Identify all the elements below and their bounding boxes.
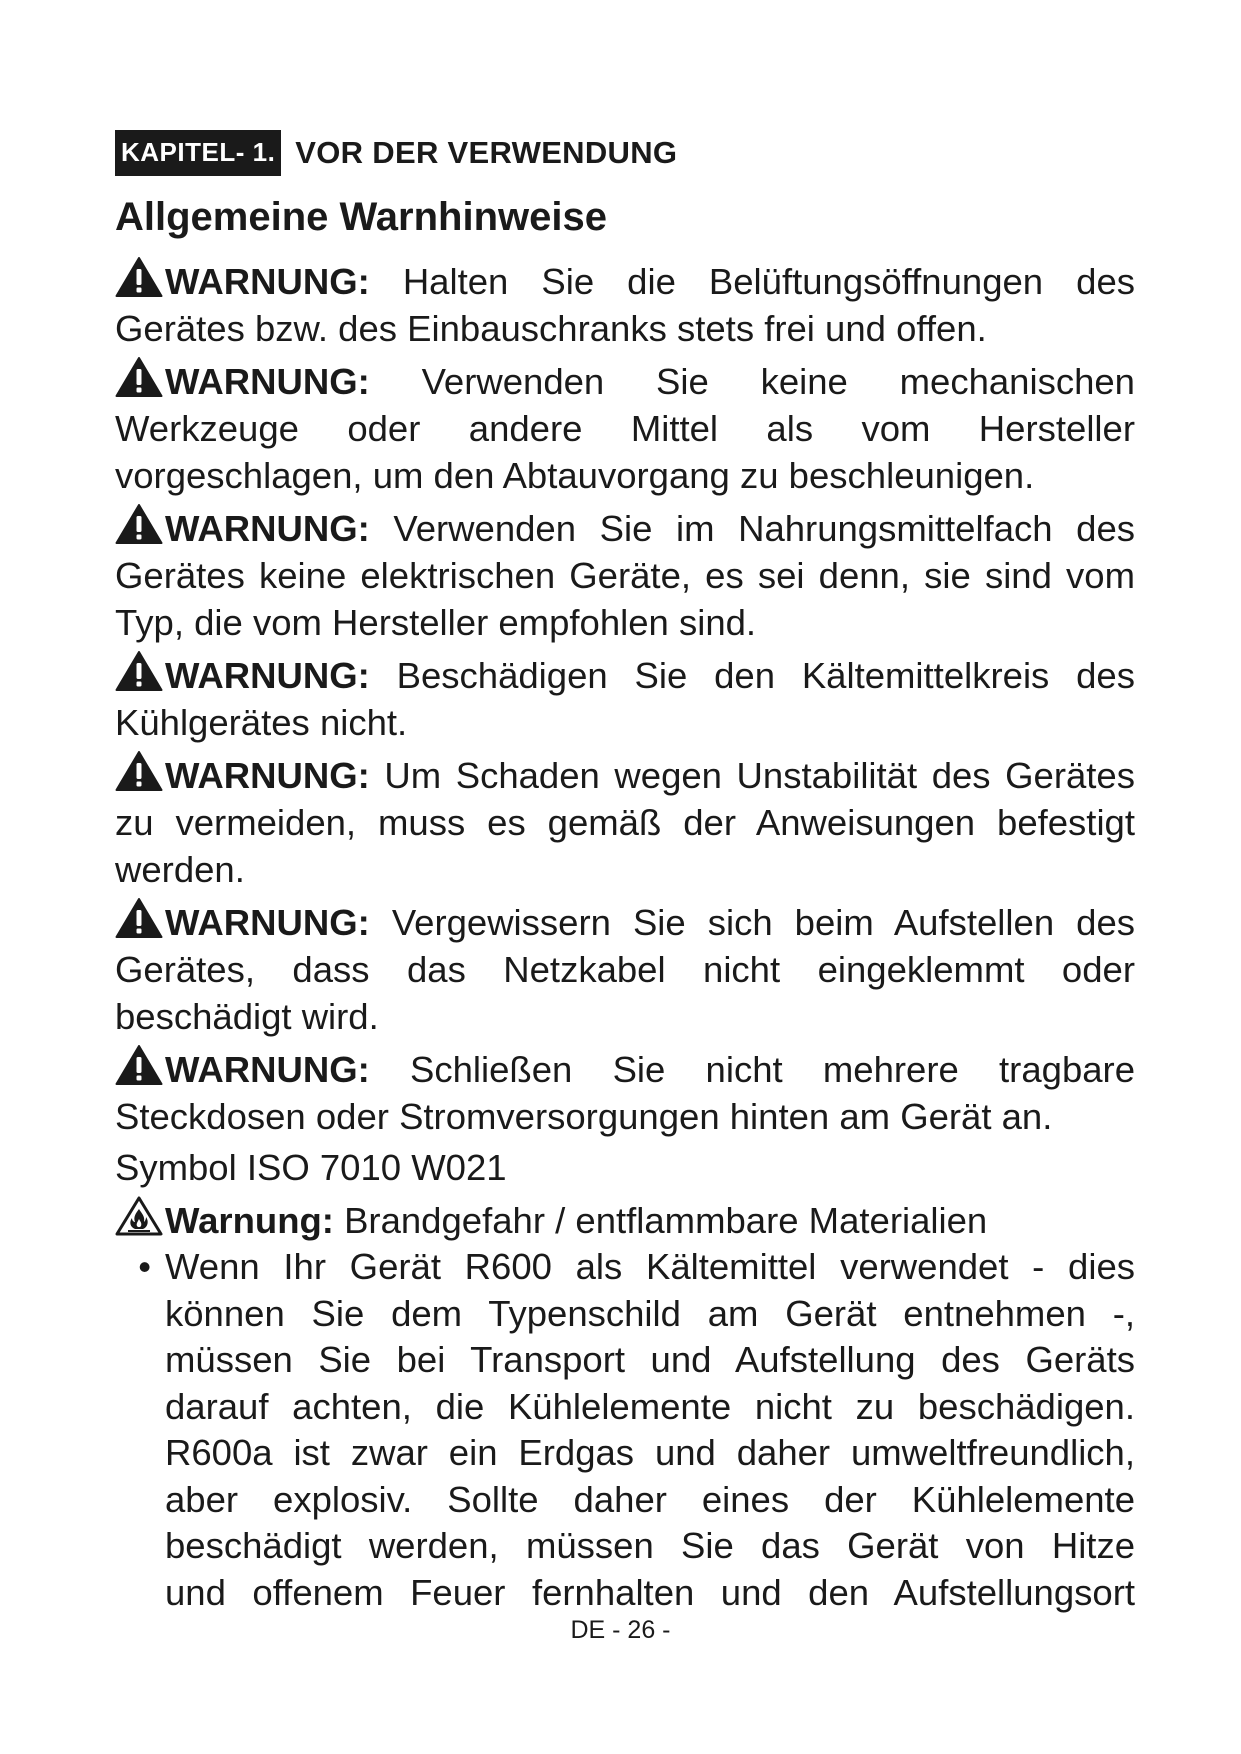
warnings-list [115, 256, 1135, 1144]
warning-text: Beschädigen Sie den Kältemittelkreis des Kühlgerätes nicht. [115, 655, 1135, 743]
warning-label: WARNUNG: [165, 361, 370, 402]
chapter-title: VOR DER VERWENDUNG [295, 135, 678, 170]
warning-triangle-icon [115, 256, 163, 298]
bullet-line: müssen Sie bei Transport und Aufstellung des Geräts [165, 1339, 1135, 1380]
fire-warning [115, 1195, 1135, 1244]
warning-triangle-icon [115, 503, 163, 545]
chapter-badge: KAPITEL- 1. [115, 130, 281, 176]
bullet-line: können Sie dem Typenschild am Gerät entnehmen -, [165, 1292, 1135, 1334]
chapter-header [115, 128, 1135, 178]
warning-triangle-icon [115, 1044, 163, 1086]
bullet-line: Wenn Ihr Gerät R600 als Kältemittel verwendet - dies [165, 1246, 1135, 1287]
warning-label: WARNUNG: [165, 508, 370, 549]
document-page [115, 128, 1135, 1616]
warning-text: Verwenden Sie keine mechanischen Werkzeuge oder andere Mittel als vom Hersteller vorgeschlagen, um den Abtauvorgang zu beschleunigen. [115, 361, 1135, 496]
warning-triangle-icon [115, 356, 163, 398]
fire-warning-label: Warnung: [165, 1200, 334, 1241]
warning-item [115, 503, 1135, 650]
bullet-line: R600a ist zwar ein Erdgas und daher umweltfreundlich, [165, 1432, 1135, 1473]
bullet-text [165, 1244, 1135, 1616]
warning-triangle-icon [115, 750, 163, 792]
warning-item [115, 256, 1135, 356]
warning-item [115, 1044, 1135, 1144]
warning-text: Halten Sie die Belüftungsöffnungen des Gerätes bzw. des Einbauschranks stets frei und offen. [115, 261, 1135, 349]
fire-hazard-icon [115, 1195, 163, 1237]
warning-label: WARNUNG: [165, 261, 370, 302]
warning-label: WARNUNG: [165, 1049, 370, 1090]
warning-text: Um Schaden wegen Unstabilität des Gerätes zu vermeiden, muss es gemäß der Anweisungen befestigt werden. [115, 755, 1135, 890]
bullet-line: beschädigt werden, müssen Sie das Gerät von Hitze [165, 1525, 1135, 1566]
bullet-line: aber explosiv. Sollte daher eines der Kühlelemente [165, 1478, 1135, 1520]
warning-item [115, 897, 1135, 1044]
bullet-line: darauf achten, die Kühlelemente nicht zu beschädigen. [165, 1385, 1135, 1427]
warning-text: Verwenden Sie im Nahrungsmittelfach des Gerätes keine elektrischen Geräte, es sei denn, sie sind vom Typ, die vom Hersteller empfohlen sind. [115, 508, 1135, 643]
warning-item [115, 650, 1135, 750]
warning-item [115, 356, 1135, 503]
bullet-mark: • [138, 1246, 151, 1287]
warning-text: Schließen Sie nicht mehrere tragbare Steckdosen oder Stromversorgungen hinten am Gerät an. [115, 1049, 1135, 1137]
fire-warning-text: Brandgefahr / entflammbare Materialien [333, 1200, 988, 1241]
warning-item [115, 750, 1135, 897]
page-number: DE - 26 - [570, 1616, 671, 1644]
section-title: Allgemeine Warnhinweise [115, 195, 607, 239]
bullet-line: und offenem Feuer fernhalten und den Aufstellungsort [165, 1571, 1135, 1613]
warning-label: WARNUNG: [165, 755, 370, 796]
warning-triangle-icon [115, 650, 163, 692]
warning-label: WARNUNG: [165, 655, 370, 696]
symbol-line: Symbol ISO 7010 W021 [115, 1147, 507, 1188]
warning-label: WARNUNG: [165, 902, 370, 943]
warning-text: Vergewissern Sie sich beim Aufstellen des Gerätes, dass das Netzkabel nicht eingeklemmt oder beschädigt wird. [115, 902, 1135, 1037]
bullet-item [115, 1244, 1135, 1616]
warning-triangle-icon [115, 897, 163, 939]
